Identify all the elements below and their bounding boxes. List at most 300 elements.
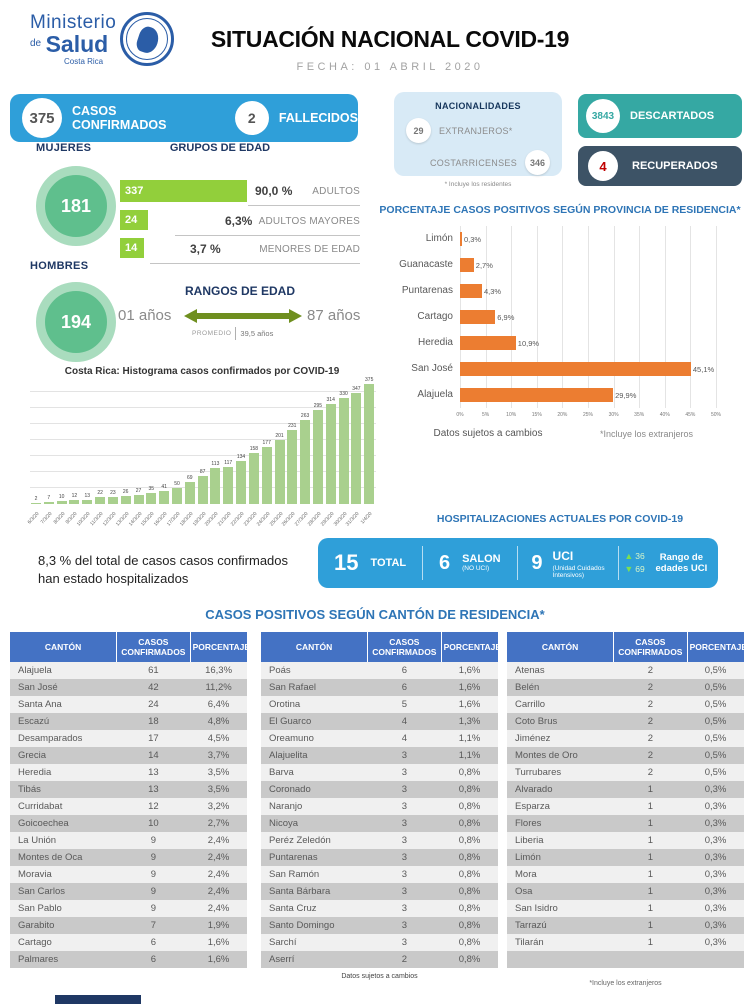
age-range-min: 01 años (118, 307, 172, 324)
canton-name-cell: Barva (261, 764, 368, 781)
ministry-seal-icon (120, 12, 174, 66)
province-value: 0,3% (464, 235, 482, 244)
table-row (507, 900, 744, 917)
canton-percent-cell: 1,1% (441, 747, 498, 764)
report-date: FECHA: 01 ABRIL 2020 (296, 61, 484, 73)
table-row (507, 696, 744, 713)
hist-x-label: 1/4/20 (359, 511, 374, 526)
hist-bar (300, 420, 310, 504)
canton-percent-cell: 11,2% (190, 679, 247, 696)
hist-bar (287, 430, 297, 504)
canton-cases-cell: 9 (117, 866, 190, 883)
hist-bar-value: 347 (352, 386, 361, 392)
canton-percent-cell: 3,7% (190, 747, 247, 764)
canton-percent-cell: 2,4% (190, 900, 247, 917)
table-header (261, 632, 502, 662)
canton-cases-cell: 9 (117, 883, 190, 900)
canton-percent-cell: 0,3% (687, 849, 744, 866)
table-row (10, 951, 247, 968)
column-header: CANTÓN (261, 632, 368, 662)
canton-cases-cell: 9 (117, 900, 190, 917)
nationals-count-badge: 346 (525, 150, 550, 175)
x-tick-label: 20% (557, 412, 568, 418)
province-label: Puntarenas (401, 285, 453, 296)
canton-name-cell: San Isidro (507, 900, 614, 917)
table-body (261, 662, 498, 968)
province-value: 10,9% (517, 339, 540, 348)
hist-bar (159, 491, 169, 504)
canton-cases-cell: 2 (614, 662, 687, 679)
hist-x-label: 18/3/20 (178, 511, 195, 528)
canton-percent-cell: 4,5% (190, 730, 247, 747)
average-divider (235, 327, 236, 340)
canton-cases-cell: 2 (368, 951, 441, 968)
gridline (30, 423, 376, 424)
hosp-total-value: 15 (334, 550, 359, 575)
canton-percent-cell: 2,4% (190, 832, 247, 849)
hist-bar-value: 22 (97, 490, 103, 496)
hist-bar-value: 177 (262, 440, 271, 447)
foreigners-row (394, 118, 562, 143)
column-header: CANTÓN (10, 632, 117, 662)
hist-bar (134, 495, 144, 504)
canton-name-cell: Coto Brus (507, 713, 614, 730)
note-line-2: han estado hospitalizados (38, 571, 189, 587)
canton-name-cell: Tibás (10, 781, 117, 798)
age-group-row (120, 238, 360, 264)
x-tick-label: 10% (506, 412, 517, 418)
canton-percent-cell: 0,3% (687, 866, 744, 883)
canton-percent-cell: 1,6% (190, 951, 247, 968)
canton-name-cell: Jiménez (507, 730, 614, 747)
hist-bar-value: 263 (300, 412, 310, 419)
canton-cases-cell: 2 (614, 764, 687, 781)
table-body (507, 662, 744, 968)
x-tick-label: 5% (481, 412, 490, 418)
table-row (10, 662, 247, 679)
province-label: Alajuela (417, 389, 453, 400)
hist-x-label: 25/3/20 (268, 511, 284, 528)
canton-name-cell: Alvarado (507, 781, 614, 798)
hist-bar-value: 375 (365, 377, 374, 383)
x-tick-label: 45% (685, 412, 696, 418)
canton-cases-cell: 3 (368, 764, 441, 781)
canton-name-cell: Naranjo (261, 798, 368, 815)
province-chart (385, 226, 737, 426)
canton-name-cell: Montes de Oro (507, 747, 614, 764)
hist-bar-value: 314 (326, 396, 335, 403)
province-bar (460, 388, 613, 402)
canton-percent-cell: 0,8% (441, 883, 498, 900)
underline (150, 263, 360, 264)
hist-bar-value: 231 (288, 423, 297, 430)
hosp-salon-label: SALON (462, 553, 501, 566)
canton-cases-cell: 3 (368, 832, 441, 849)
table-row (261, 696, 498, 713)
empty-cell (687, 951, 744, 968)
hist-x-label: 30/3/20 (332, 511, 349, 528)
discarded-banner (578, 94, 742, 138)
nationals-row (394, 150, 562, 175)
hist-x-label: 9/3/20 (65, 511, 79, 526)
canton-name-cell: Orotina (261, 696, 368, 713)
hist-x-label: 11/3/20 (89, 511, 105, 528)
canton-cases-cell: 42 (117, 679, 190, 696)
hosp-uci-block (553, 547, 618, 579)
hist-x-label: 28/3/20 (306, 511, 323, 528)
canton-table (507, 632, 748, 968)
canton-name-cell: Santa Ana (10, 696, 117, 713)
canton-cases-cell: 3 (368, 781, 441, 798)
canton-cases-cell: 18 (117, 713, 190, 730)
x-tick-label: 50% (710, 412, 721, 418)
canton-table-1 (10, 632, 251, 968)
tables-note-right: *Incluye los extranjeros (589, 980, 662, 987)
hist-bar-value: 330 (339, 391, 348, 398)
hist-bar (210, 468, 220, 504)
province-row (385, 330, 737, 356)
province-row (385, 356, 737, 382)
canton-name-cell: Moravia (10, 866, 117, 883)
canton-name-cell: Goicoechea (10, 815, 117, 832)
table-row (261, 747, 498, 764)
tables-note-center: Datos sujetos a cambios (341, 973, 418, 980)
canton-percent-cell: 1,6% (441, 662, 498, 679)
canton-percent-cell: 3,5% (190, 764, 247, 781)
table-row (507, 781, 744, 798)
table-row (261, 764, 498, 781)
hist-bar-value: 134 (236, 454, 246, 461)
table-header (10, 632, 251, 662)
gridline (30, 439, 376, 440)
hist-x-label: 14/3/20 (127, 511, 143, 528)
deaths-count-badge: 2 (235, 101, 269, 135)
histogram-title: Costa Rica: Histograma casos confirmados por COVID-19 (64, 366, 340, 377)
hist-bar (82, 500, 92, 504)
canton-name-cell: Turrubares (507, 764, 614, 781)
canton-percent-cell: 2,4% (190, 866, 247, 883)
canton-percent-cell: 2,4% (190, 883, 247, 900)
canton-cases-cell: 1 (614, 866, 687, 883)
underline (175, 235, 360, 236)
canton-cases-cell: 4 (368, 730, 441, 747)
table-row (10, 917, 247, 934)
hist-x-label: 24/3/20 (255, 511, 272, 528)
canton-cases-cell: 3 (368, 900, 441, 917)
canton-cases-cell: 4 (368, 713, 441, 730)
hist-bar-value: 295 (313, 402, 323, 409)
canton-percent-cell: 4,8% (190, 713, 247, 730)
foreigners-label: EXTRANJEROS* (439, 125, 513, 136)
age-group-bar: 337 (120, 180, 247, 202)
table-row (261, 798, 498, 815)
canton-percent-cell: 0,8% (441, 951, 498, 968)
canton-percent-cell: 0,8% (441, 934, 498, 951)
canton-name-cell: Coronado (261, 781, 368, 798)
column-header: CASOS CONFIRMADOS (368, 632, 441, 662)
canton-percent-cell: 0,3% (687, 798, 744, 815)
canton-percent-cell: 0,3% (687, 832, 744, 849)
table-row (261, 951, 498, 968)
canton-percent-cell: 0,8% (441, 866, 498, 883)
canton-cases-cell: 17 (117, 730, 190, 747)
hosp-uci-label: UCI (552, 549, 574, 564)
canton-percent-cell: 1,6% (441, 696, 498, 713)
canton-cases-cell: 6 (368, 679, 441, 696)
hist-bar (108, 497, 118, 504)
province-label: Limón (425, 233, 453, 244)
canton-percent-cell: 0,5% (687, 696, 744, 713)
canton-name-cell: Santa Cruz (261, 900, 368, 917)
hist-bar-value: 2 (34, 496, 38, 502)
filler-row (507, 951, 744, 968)
canton-cases-cell: 3 (368, 849, 441, 866)
province-note-left: Datos sujetos a cambios (433, 428, 543, 439)
hist-bar (351, 393, 361, 504)
hist-x-label: 15/3/20 (140, 511, 156, 528)
province-label: Guanacaste (399, 259, 453, 270)
table-row (10, 832, 247, 849)
confirmed-label: CASOS CONFIRMADOS (72, 104, 167, 132)
canton-cases-cell: 9 (117, 849, 190, 866)
canton-cases-cell: 24 (117, 696, 190, 713)
table-row (10, 679, 247, 696)
hist-bar (31, 503, 41, 504)
canton-percent-cell: 0,3% (687, 815, 744, 832)
canton-name-cell: Tarrazú (507, 917, 614, 934)
canton-table-3 (507, 632, 748, 968)
recovered-label: RECUPERADOS (632, 160, 718, 172)
women-label: MUJERES (36, 142, 92, 154)
province-label: San José (411, 363, 453, 374)
hist-bar-value: 201 (275, 432, 284, 439)
column-header: PORCENTAJE (687, 632, 744, 662)
canton-name-cell: Alajuela (10, 662, 117, 679)
hist-x-label: 16/3/20 (152, 511, 169, 528)
divider (517, 546, 518, 580)
hist-bar (69, 500, 79, 504)
canton-percent-cell: 0,5% (687, 747, 744, 764)
table-row (507, 815, 744, 832)
hist-bar (236, 461, 246, 504)
hist-bar (198, 476, 208, 504)
canton-percent-cell: 3,5% (190, 781, 247, 798)
canton-name-cell: Limón (507, 849, 614, 866)
canton-percent-cell: 1,6% (441, 679, 498, 696)
table-row (507, 934, 744, 951)
note-line-1: 8,3 % del total de casos casos confirmados (38, 553, 289, 568)
table-row (507, 713, 744, 730)
divider (422, 546, 423, 580)
canton-name-cell: Poás (261, 662, 368, 679)
hist-bar (223, 467, 233, 504)
hist-bar (57, 501, 67, 504)
hist-x-label: 13/3/20 (114, 511, 131, 528)
column-header: CASOS CONFIRMADOS (614, 632, 687, 662)
canton-cases-cell: 61 (117, 662, 190, 679)
canton-table (10, 632, 251, 968)
canton-name-cell: Curridabat (10, 798, 117, 815)
hist-bar-value: 117 (224, 459, 233, 466)
nationalities-title: NACIONALIDADES (435, 101, 521, 111)
page-title: SITUACIÓN NACIONAL COVID-19 (210, 26, 570, 52)
women-count-circle: 181 (36, 166, 116, 246)
recovered-banner (578, 146, 742, 186)
hospitalizations-title: HOSPITALIZACIONES ACTUALES POR COVID-19 (436, 513, 684, 525)
canton-percent-cell: 2,7% (190, 815, 247, 832)
hist-bar-value: 27 (135, 488, 142, 495)
canton-percent-cell: 0,3% (687, 883, 744, 900)
gridline (30, 391, 376, 392)
hist-bar (313, 410, 323, 504)
canton-cases-cell: 1 (614, 849, 687, 866)
province-bar (460, 232, 462, 246)
canton-cases-cell: 14 (117, 747, 190, 764)
x-tick-label: 35% (634, 412, 645, 418)
hist-x-label: 22/3/20 (229, 511, 246, 528)
table-row (261, 917, 498, 934)
province-chart-title: PORCENTAJE CASOS POSITIVOS SEGÚN PROVINCIA DE RESIDENCIA* (379, 204, 741, 216)
canton-name-cell: Garabito (10, 917, 117, 934)
canton-name-cell: Desamparados (10, 730, 117, 747)
canton-percent-cell: 0,5% (687, 713, 744, 730)
canton-percent-cell: 0,5% (687, 662, 744, 679)
canton-percent-cell: 0,3% (687, 917, 744, 934)
canton-percent-cell: 1,1% (441, 730, 498, 747)
canton-name-cell: Belén (507, 679, 614, 696)
table-row (10, 849, 247, 866)
hist-bar (146, 493, 156, 504)
table-row (10, 883, 247, 900)
hist-x-label: 27/3/20 (293, 511, 310, 528)
canton-percent-cell: 0,3% (687, 781, 744, 798)
canton-cases-cell: 1 (614, 900, 687, 917)
province-value: 29,9% (615, 391, 637, 400)
x-tick-label: 40% (659, 412, 670, 418)
province-bar (460, 362, 691, 376)
recovered-count-badge: 4 (588, 151, 618, 181)
divider (618, 546, 619, 580)
table-row (507, 679, 744, 696)
hist-bar-value: 23 (110, 489, 116, 496)
canton-cases-cell: 13 (117, 781, 190, 798)
hosp-uci-sub: (Unidad Cuidados Intensivos) (552, 564, 605, 579)
province-row (385, 278, 737, 304)
canton-cases-cell: 3 (368, 883, 441, 900)
table-row (261, 934, 498, 951)
canton-cases-cell: 2 (614, 747, 687, 764)
age-group-bar: 24 (120, 210, 148, 230)
hosp-salon-block (462, 553, 501, 572)
canton-name-cell: Puntarenas (261, 849, 368, 866)
age-group-label: ADULTOS (312, 186, 360, 197)
canton-name-cell: Osa (507, 883, 614, 900)
province-label: Heredia (417, 337, 453, 348)
canton-name-cell: Nicoya (261, 815, 368, 832)
hist-bar-value: 158 (249, 446, 259, 453)
canton-name-cell: Heredia (10, 764, 117, 781)
underline (248, 205, 360, 206)
canton-name-cell: Montes de Oca (10, 849, 117, 866)
hospitalizations-banner (318, 538, 718, 588)
age-group-label: MENORES DE EDAD (259, 244, 360, 255)
x-tick-label: 30% (608, 412, 619, 418)
column-header: CASOS CONFIRMADOS (117, 632, 190, 662)
arrow-up-icon: ▲ (624, 550, 634, 561)
canton-name-cell: San Carlos (10, 883, 117, 900)
canton-name-cell: San Pablo (10, 900, 117, 917)
table-row (10, 815, 247, 832)
men-count-circle: 194 (36, 282, 116, 362)
empty-cell (614, 951, 687, 968)
logo-text-costa-rica: Costa Rica (64, 57, 104, 67)
table-row (507, 764, 744, 781)
hist-bar-value: 7 (47, 494, 51, 501)
hist-bar (95, 497, 105, 504)
canton-cases-cell: 13 (117, 764, 190, 781)
men-label: HOMBRES (30, 260, 89, 272)
confirmed-count-badge: 375 (22, 98, 62, 138)
age-range-title: RANGOS DE EDAD (184, 284, 295, 298)
table-row (261, 849, 498, 866)
canton-cases-cell: 6 (117, 951, 190, 968)
province-row (385, 304, 737, 330)
canton-name-cell: San Ramón (261, 866, 368, 883)
logo-text-ministerio: Ministerio (30, 12, 117, 33)
canton-percent-cell: 0,8% (441, 815, 498, 832)
canton-name-cell: Flores (507, 815, 614, 832)
table-row (507, 730, 744, 747)
province-note-right: *Incluye los extranjeros (600, 429, 694, 439)
header-row (507, 632, 744, 662)
age-group-percent: 6,3% (225, 214, 253, 228)
canton-table-2 (261, 632, 502, 968)
table-row (507, 883, 744, 900)
canton-name-cell: El Guarco (261, 713, 368, 730)
table-row (10, 781, 247, 798)
canton-cases-cell: 10 (117, 815, 190, 832)
table-row (261, 866, 498, 883)
hist-bar (339, 398, 349, 504)
canton-percent-cell: 1,3% (441, 713, 498, 730)
canton-cases-cell: 1 (614, 934, 687, 951)
canton-cases-cell: 3 (368, 934, 441, 951)
header-row (261, 632, 498, 662)
hist-bar-value: 26 (122, 488, 129, 495)
canton-cases-cell: 5 (368, 696, 441, 713)
discarded-count-badge: 3843 (586, 99, 620, 133)
hist-bar-value: 113 (211, 460, 220, 467)
hist-bar (185, 482, 195, 504)
hist-bar (275, 440, 285, 504)
hist-bar-value: 13 (84, 492, 91, 499)
hosp-total-label: TOTAL (370, 557, 407, 569)
canton-section-title: CASOS POSITIVOS SEGÚN CANTÓN DE RESIDENCIA* (205, 607, 545, 622)
canton-cases-cell: 3 (368, 747, 441, 764)
canton-name-cell: Alajuelita (261, 747, 368, 764)
nationalities-footnote: * Incluye los residentes (444, 181, 512, 188)
canton-percent-cell: 16,3% (190, 662, 247, 679)
canton-name-cell: Mora (507, 866, 614, 883)
age-average (192, 327, 273, 340)
gridline (30, 455, 376, 456)
x-tick-label: 25% (582, 412, 593, 418)
hosp-salon-sub: (NO UCI) (462, 565, 490, 573)
table-row (261, 730, 498, 747)
canton-name-cell: Sarchí (261, 934, 368, 951)
hist-bar (172, 488, 182, 504)
table-row (10, 934, 247, 951)
